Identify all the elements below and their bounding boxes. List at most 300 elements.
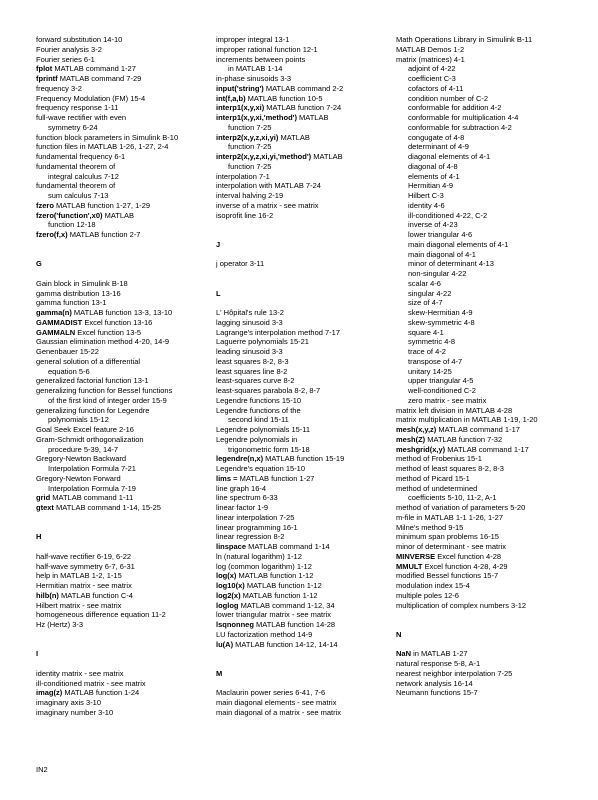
entry-text: Legendre polynomials 15-11 bbox=[216, 425, 311, 434]
index-entry bbox=[396, 523, 576, 533]
index-entry bbox=[36, 94, 216, 104]
entry-keyword: legendre(n,x) bbox=[216, 454, 264, 464]
index-entry bbox=[216, 688, 396, 698]
index-entry bbox=[36, 620, 216, 630]
index-entry bbox=[216, 581, 396, 591]
index-entry bbox=[216, 181, 396, 191]
entry-text: fundamental frequency 6-1 bbox=[36, 152, 126, 161]
entry-text: MATLAB function 2-7 bbox=[67, 230, 141, 239]
entry-text: MATLAB function 7-32 bbox=[425, 434, 503, 444]
index-entry bbox=[216, 172, 396, 182]
entry-text: main diagonal elements - see matrix bbox=[216, 698, 337, 707]
index-entry bbox=[36, 425, 216, 435]
entry-text: diagonal elements of 4-1 bbox=[408, 152, 491, 161]
entry-text: main diagonal of a matrix - see matrix bbox=[216, 707, 342, 717]
index-entry bbox=[36, 279, 216, 289]
index-entry bbox=[36, 289, 216, 299]
entry-text: m-file in MATLAB 1-1 1-26, 1-27 bbox=[396, 512, 503, 522]
section-letter: H bbox=[36, 532, 42, 542]
index-entry bbox=[396, 542, 576, 552]
index-entry bbox=[36, 142, 216, 152]
entry-text: trigonometric form 15-18 bbox=[228, 444, 310, 454]
index-subentry bbox=[396, 201, 576, 211]
entry-text: Neumann functions 15-7 bbox=[396, 688, 478, 698]
index-entry bbox=[396, 406, 576, 416]
entry-text: network analysis 16-14 bbox=[396, 678, 473, 688]
index-subentry bbox=[396, 211, 576, 221]
entry-keyword: meshgrid(x,y) bbox=[396, 444, 446, 454]
spacer bbox=[216, 220, 396, 230]
entry-text: MATLAB bbox=[311, 152, 343, 161]
index-entry bbox=[36, 328, 216, 338]
entry-text: singular 4-22 bbox=[408, 288, 452, 298]
index-subentry bbox=[396, 172, 576, 182]
index-entry bbox=[396, 35, 576, 45]
entry-text: identity matrix - see matrix bbox=[36, 668, 124, 678]
entry-text: generalizing function for Bessel functions bbox=[36, 386, 173, 395]
index-subentry bbox=[396, 113, 576, 123]
index-entry bbox=[216, 74, 396, 84]
entry-text: MATLAB command 7-29 bbox=[57, 74, 142, 83]
entry-text: elements of 4-1 bbox=[408, 171, 460, 181]
entry-text: half-wave rectifier 6-19, 6-22 bbox=[36, 551, 132, 561]
entry-text: matrix left division in MATLAB 4-28 bbox=[396, 405, 513, 415]
index-subentry bbox=[396, 230, 576, 240]
entry-text: Gregory-Newton Forward bbox=[36, 473, 121, 483]
index-entry bbox=[396, 415, 576, 425]
index-entry bbox=[216, 484, 396, 494]
entry-text: MATLAB command 1-17 bbox=[436, 425, 520, 434]
index-entry bbox=[216, 84, 396, 94]
entry-text: symmetric 4-8 bbox=[408, 337, 456, 347]
index-subentry bbox=[396, 318, 576, 328]
index-entry bbox=[216, 562, 396, 572]
entry-text: procedure 5-39, 14-7 bbox=[48, 444, 119, 454]
entry-keyword: interp1(x,y,xi) bbox=[216, 103, 265, 113]
entry-text: Legendre polynomials in bbox=[216, 434, 298, 444]
index-subentry bbox=[396, 493, 576, 503]
entry-keyword: GAMMALN bbox=[36, 327, 76, 337]
index-entry bbox=[36, 601, 216, 611]
index-subentry bbox=[396, 142, 576, 152]
entry-text: multiplication of complex numbers 3-12 bbox=[396, 600, 527, 610]
entry-text: imaginary axis 3-10 bbox=[36, 698, 102, 707]
entry-text: MATLAB function 15-19 bbox=[263, 454, 345, 464]
entry-text: function block parameters in Simulink B-10 bbox=[36, 132, 179, 142]
index-subentry bbox=[396, 103, 576, 113]
index-entry bbox=[216, 620, 396, 630]
index-subentry bbox=[36, 396, 216, 406]
index-entry bbox=[36, 610, 216, 620]
entry-text: lagging sinusoid 3-3 bbox=[216, 317, 283, 327]
index-entry bbox=[36, 74, 216, 84]
entry-text: lower triangular matrix - see matrix bbox=[216, 610, 332, 620]
entry-text: diagonal of 4-8 bbox=[408, 161, 458, 171]
entry-text: skew-symmetric 4-8 bbox=[408, 317, 475, 327]
entry-keyword: fzero bbox=[36, 200, 54, 210]
entry-text: conformable for subtraction 4-2 bbox=[408, 122, 512, 132]
index-subentry bbox=[396, 152, 576, 162]
entry-text: zero matrix - see matrix bbox=[408, 395, 487, 405]
entry-text: cofactors of 4-11 bbox=[408, 83, 464, 93]
index-entry bbox=[396, 503, 576, 513]
entry-keyword: loglog bbox=[216, 600, 239, 610]
entry-keyword: MINVERSE bbox=[396, 551, 436, 561]
entry-text: identity 4-6 bbox=[408, 200, 445, 210]
entry-text: MATLAB function 13-3, 13-10 bbox=[71, 308, 173, 317]
index-entry bbox=[396, 513, 576, 523]
index-entry bbox=[216, 45, 396, 55]
entry-keyword: grid bbox=[36, 493, 51, 503]
index-subentry bbox=[396, 396, 576, 406]
index-entry bbox=[36, 308, 216, 318]
entry-keyword: NaN bbox=[396, 649, 412, 659]
index-entry bbox=[36, 45, 216, 55]
index-subentry bbox=[216, 64, 396, 74]
index-entry bbox=[396, 581, 576, 591]
index-entry bbox=[396, 591, 576, 601]
entry-text: Gram-Schmidt orthogonalization bbox=[36, 434, 144, 444]
entry-keyword: interp2(x,y,z,xi,yi) bbox=[216, 132, 279, 142]
entry-keyword: input('string') bbox=[216, 83, 264, 93]
index-entry bbox=[36, 552, 216, 562]
entry-text: skew-Hermitian 4-9 bbox=[408, 308, 473, 317]
entry-text: homogeneous difference equation 11-2 bbox=[36, 610, 166, 620]
index-subentry bbox=[396, 269, 576, 279]
spacer bbox=[36, 630, 216, 640]
entry-keyword: fzero('function',x0) bbox=[36, 210, 103, 220]
entry-text: unitary 14-25 bbox=[408, 366, 452, 376]
index-entry bbox=[396, 55, 576, 65]
entry-text: in MATLAB 1-14 bbox=[228, 64, 283, 74]
index-subentry bbox=[396, 64, 576, 74]
index-entry bbox=[396, 464, 576, 474]
entry-text: MATLAB function 1-27 bbox=[237, 473, 315, 483]
index-entry bbox=[36, 230, 216, 240]
entry-text: coefficient C-3 bbox=[408, 74, 456, 83]
section-letter: I bbox=[36, 649, 39, 659]
index-entry bbox=[36, 679, 216, 689]
index-entry bbox=[216, 347, 396, 357]
index-entry bbox=[216, 454, 396, 464]
entry-text: coefficients 5-10, 11-2, A-1 bbox=[408, 493, 497, 503]
index-entry bbox=[396, 601, 576, 611]
entry-text: interpolation with MATLAB 7-24 bbox=[216, 181, 321, 191]
entry-text: linear factor 1-9 bbox=[216, 503, 269, 512]
entry-keyword: fprintf bbox=[36, 74, 58, 83]
spacer bbox=[36, 240, 216, 250]
entry-text: Laguerre polynomials 15-21 bbox=[216, 337, 309, 347]
entry-text: square 4-1 bbox=[408, 327, 444, 337]
index-subentry bbox=[396, 357, 576, 367]
entry-text: improper integral 13-1 bbox=[216, 35, 290, 44]
index-entry bbox=[396, 445, 576, 455]
entry-text: isoprofit line 16-2 bbox=[216, 210, 274, 220]
entry-text: MATLAB bbox=[102, 210, 135, 220]
entry-text: Hz (Hertz) 3-3 bbox=[36, 620, 84, 629]
entry-text: lower triangular 4-6 bbox=[408, 230, 473, 239]
entry-text: Gaussian elimination method 4-20, 14-9 bbox=[36, 337, 169, 347]
entry-text: frequency response 1-11 bbox=[36, 103, 119, 113]
index-subentry bbox=[36, 123, 216, 133]
index-subentry bbox=[396, 162, 576, 172]
entry-text: fundamental theorem of bbox=[36, 181, 116, 191]
entry-text: Fourier series 6-1 bbox=[36, 54, 95, 64]
spacer bbox=[36, 513, 216, 523]
spacer bbox=[396, 610, 576, 620]
index-entry bbox=[36, 386, 216, 396]
index-column-1 bbox=[36, 35, 216, 718]
index-entry bbox=[216, 640, 396, 650]
entry-text: modified Bessel functions 15-7 bbox=[396, 571, 499, 581]
index-subentry bbox=[36, 367, 216, 377]
index-entry bbox=[36, 562, 216, 572]
index-entry bbox=[216, 191, 396, 201]
index-entry bbox=[216, 591, 396, 601]
index-entry bbox=[216, 386, 396, 396]
index-subentry bbox=[396, 367, 576, 377]
entry-text: well-conditioned C-2 bbox=[408, 386, 476, 395]
index-entry bbox=[36, 298, 216, 308]
entry-text: function files in MATLAB 1-26, 1-27, 2-4 bbox=[36, 142, 169, 152]
entry-text: inverse of 4-23 bbox=[408, 220, 458, 230]
entry-keyword: interp2(x,y,z,xi,yi,'method') bbox=[216, 152, 312, 161]
entry-text: upper triangular 4-5 bbox=[408, 376, 474, 386]
entry-text: MATLAB function 1-12 bbox=[240, 590, 318, 600]
entry-text: natural response 5-8, A-1 bbox=[396, 659, 481, 668]
index-entry bbox=[396, 425, 576, 435]
section-letter: L bbox=[216, 288, 221, 298]
entry-text: inverse of a matrix - see matrix bbox=[216, 200, 319, 210]
entry-text: Excel function 4-28, 4-29 bbox=[422, 561, 508, 571]
entry-text: Gain block in Simulink B-18 bbox=[36, 278, 128, 288]
entry-keyword: interp1(x,y,xi,'method') bbox=[216, 113, 297, 122]
index-entry bbox=[216, 337, 396, 347]
index-subentry bbox=[396, 328, 576, 338]
entry-keyword: MMULT bbox=[396, 561, 423, 571]
index-entry bbox=[216, 211, 396, 221]
entry-text: forward substitution 14-10 bbox=[36, 35, 123, 44]
entry-text: Interpolation Formula 7-19 bbox=[48, 483, 136, 493]
entry-text: Legendre's equation 15-10 bbox=[216, 464, 306, 473]
entry-text: matrix multiplication in MATLAB 1-19, 1-20 bbox=[396, 415, 538, 425]
index-subentry bbox=[396, 337, 576, 347]
entry-text: multiple poles 12-6 bbox=[396, 590, 459, 600]
entry-text: MATLAB function 1-12 bbox=[236, 571, 314, 581]
entry-keyword: linspace bbox=[216, 542, 247, 551]
index-entry bbox=[216, 425, 396, 435]
index-entry bbox=[216, 474, 396, 484]
index-subentry bbox=[396, 74, 576, 84]
entry-text: MATLAB Demos 1-2 bbox=[396, 44, 465, 54]
entry-text: full-wave rectifier with even bbox=[36, 113, 127, 122]
entry-text: Maclaurin power series 6-41, 7-6 bbox=[216, 688, 326, 698]
index-entry bbox=[36, 84, 216, 94]
entry-text: transpose of 4-7 bbox=[408, 356, 463, 366]
index-subentry bbox=[36, 191, 216, 201]
index-entry bbox=[216, 552, 396, 562]
index-subentry bbox=[396, 250, 576, 260]
index-subentry bbox=[396, 94, 576, 104]
index-entry bbox=[216, 133, 396, 143]
entry-text: nearest neighbor interpolation 7-25 bbox=[396, 668, 513, 678]
entry-keyword: mesh(Z) bbox=[396, 434, 426, 444]
entry-text: size of 4-7 bbox=[408, 298, 443, 308]
index-entry bbox=[216, 571, 396, 581]
entry-text: matrix (matrices) 4-1 bbox=[396, 54, 465, 64]
entry-text: congugate of 4-8 bbox=[408, 132, 465, 142]
entry-text: LU factorization method 14-9 bbox=[216, 629, 313, 639]
entry-text: least-squares parabola 8-2, 8-7 bbox=[216, 386, 321, 395]
entry-text: Lagrange's interpolation method 7-17 bbox=[216, 327, 341, 337]
index-entry bbox=[216, 542, 396, 552]
index-entry bbox=[36, 406, 216, 416]
index-entry bbox=[216, 35, 396, 45]
entry-text: MATLAB function 1-12 bbox=[244, 581, 322, 590]
entry-text: conformable for multiplication 4-4 bbox=[408, 113, 519, 122]
entry-text: integral calculus 7-12 bbox=[48, 171, 119, 181]
entry-text: general solution of a differential bbox=[36, 356, 141, 366]
entry-text: Hilbert matrix - see matrix bbox=[36, 600, 122, 610]
index-entry bbox=[216, 601, 396, 611]
index-subentry bbox=[396, 133, 576, 143]
section-letter: N bbox=[396, 629, 402, 639]
index-subentry bbox=[396, 308, 576, 318]
index-entry bbox=[396, 532, 576, 542]
entry-text: MATLAB function 10-5 bbox=[245, 93, 323, 103]
index-subentry bbox=[396, 347, 576, 357]
entry-text: interpolation 7-1 bbox=[216, 171, 270, 181]
index-subentry bbox=[36, 172, 216, 182]
index-entry bbox=[36, 318, 216, 328]
entry-text: polynomials 15-12 bbox=[48, 415, 109, 425]
entry-text: gamma distribution 13-16 bbox=[36, 288, 121, 298]
entry-text: generalizing function for Legendre bbox=[36, 405, 150, 415]
index-entry bbox=[216, 318, 396, 328]
entry-text: condition number of C-2 bbox=[408, 93, 489, 103]
entry-text: MATLAB command 1-11 bbox=[50, 493, 134, 503]
index-entry bbox=[216, 630, 396, 640]
index-entry bbox=[36, 688, 216, 698]
index-subentry bbox=[396, 240, 576, 250]
index-subentry bbox=[396, 279, 576, 289]
index-entry bbox=[396, 571, 576, 581]
index-subentry bbox=[396, 259, 576, 269]
index-entry bbox=[216, 367, 396, 377]
entry-text: minor of determinant 4-13 bbox=[408, 259, 494, 269]
entry-text: main diagonal of 4-1 bbox=[408, 249, 476, 259]
index-entry bbox=[396, 659, 576, 669]
entry-text: method of variation of parameters 5-20 bbox=[396, 503, 526, 512]
index-entry bbox=[36, 708, 216, 718]
index-entry bbox=[396, 688, 576, 698]
index-entry bbox=[36, 357, 216, 367]
index-entry bbox=[36, 581, 216, 591]
entry-text: least-squares curve 8-2 bbox=[216, 376, 295, 386]
entry-keyword: fplot bbox=[36, 64, 53, 74]
index-subentry bbox=[396, 84, 576, 94]
entry-keyword: int(f,a,b) bbox=[216, 93, 246, 103]
section-letter: G bbox=[36, 259, 42, 269]
section-letter: M bbox=[216, 668, 223, 678]
index-entry bbox=[36, 435, 216, 445]
index-subentry bbox=[396, 298, 576, 308]
index-entry bbox=[36, 55, 216, 65]
entry-text: function 7-25 bbox=[228, 142, 272, 152]
entry-text: equation 5-6 bbox=[48, 366, 90, 376]
index-entry bbox=[396, 552, 576, 562]
index-entry bbox=[396, 669, 576, 679]
index-subentry bbox=[396, 289, 576, 299]
index-entry bbox=[36, 133, 216, 143]
index-subentry bbox=[216, 415, 396, 425]
index-subentry bbox=[216, 162, 396, 172]
entry-text: Excel function 4-28 bbox=[435, 551, 502, 561]
index-entry bbox=[36, 454, 216, 464]
entry-text: Gregory-Newton Backward bbox=[36, 454, 127, 464]
entry-text: line spectrum 6-33 bbox=[216, 493, 278, 503]
entry-text: Interpolation Formula 7-21 bbox=[48, 464, 136, 473]
entry-text: Hermitian 4-9 bbox=[408, 181, 454, 191]
entry-text: function 7-25 bbox=[228, 122, 272, 132]
entry-keyword: lu(A) bbox=[216, 639, 234, 649]
spacer bbox=[216, 649, 396, 659]
index-entry bbox=[216, 406, 396, 416]
entry-text: function 12-18 bbox=[48, 220, 96, 230]
index-subentry bbox=[396, 376, 576, 386]
entry-text: sum calculus 7-13 bbox=[48, 191, 109, 200]
index-subentry bbox=[396, 220, 576, 230]
index-subentry bbox=[36, 415, 216, 425]
entry-text: help in MATLAB 1-2, 1-15 bbox=[36, 571, 122, 581]
index-entry bbox=[396, 45, 576, 55]
index-entry bbox=[36, 571, 216, 581]
index-entry bbox=[36, 35, 216, 45]
entry-text: modulation index 15-4 bbox=[396, 581, 470, 590]
entry-text: improper rational function 12-1 bbox=[216, 44, 318, 54]
entry-text: Goal Seek Excel feature 2-16 bbox=[36, 425, 134, 434]
entry-text: j operator 3-11 bbox=[216, 259, 265, 269]
entry-text: MATLAB function 14-28 bbox=[253, 620, 336, 629]
index-entry bbox=[216, 435, 396, 445]
entry-text: function 7-25 bbox=[228, 161, 272, 171]
entry-keyword: log(x) bbox=[216, 571, 237, 581]
entry-text: determinant of 4-9 bbox=[408, 142, 469, 152]
index-entry bbox=[216, 464, 396, 474]
entry-keyword: mesh(x,y,z) bbox=[396, 425, 437, 434]
entry-text: increments between points bbox=[216, 54, 306, 64]
index-entry bbox=[216, 396, 396, 406]
entry-text: main diagonal elements of 4-1 bbox=[408, 239, 509, 249]
entry-text: MATLAB command 1-14, 15-25 bbox=[53, 503, 161, 512]
entry-text: MATLAB function 14-12, 14-14 bbox=[233, 639, 338, 649]
index-entry bbox=[36, 376, 216, 386]
entry-text: frequency 3-2 bbox=[36, 83, 82, 93]
entry-text: MATLAB bbox=[278, 132, 310, 142]
entry-keyword: log2(x) bbox=[216, 590, 241, 600]
entry-keyword: gamma(n) bbox=[36, 308, 72, 317]
entry-text: Legendre functions 15-10 bbox=[216, 395, 302, 405]
index-entry bbox=[396, 679, 576, 689]
index-entry bbox=[36, 211, 216, 221]
index-entry bbox=[36, 698, 216, 708]
entry-text: MATLAB function 7-24 bbox=[264, 103, 342, 113]
entry-text: linear programming 16-1 bbox=[216, 522, 298, 532]
index-subentry bbox=[36, 464, 216, 474]
index-entry bbox=[36, 347, 216, 357]
index-entry bbox=[216, 523, 396, 533]
index-entry bbox=[216, 94, 396, 104]
